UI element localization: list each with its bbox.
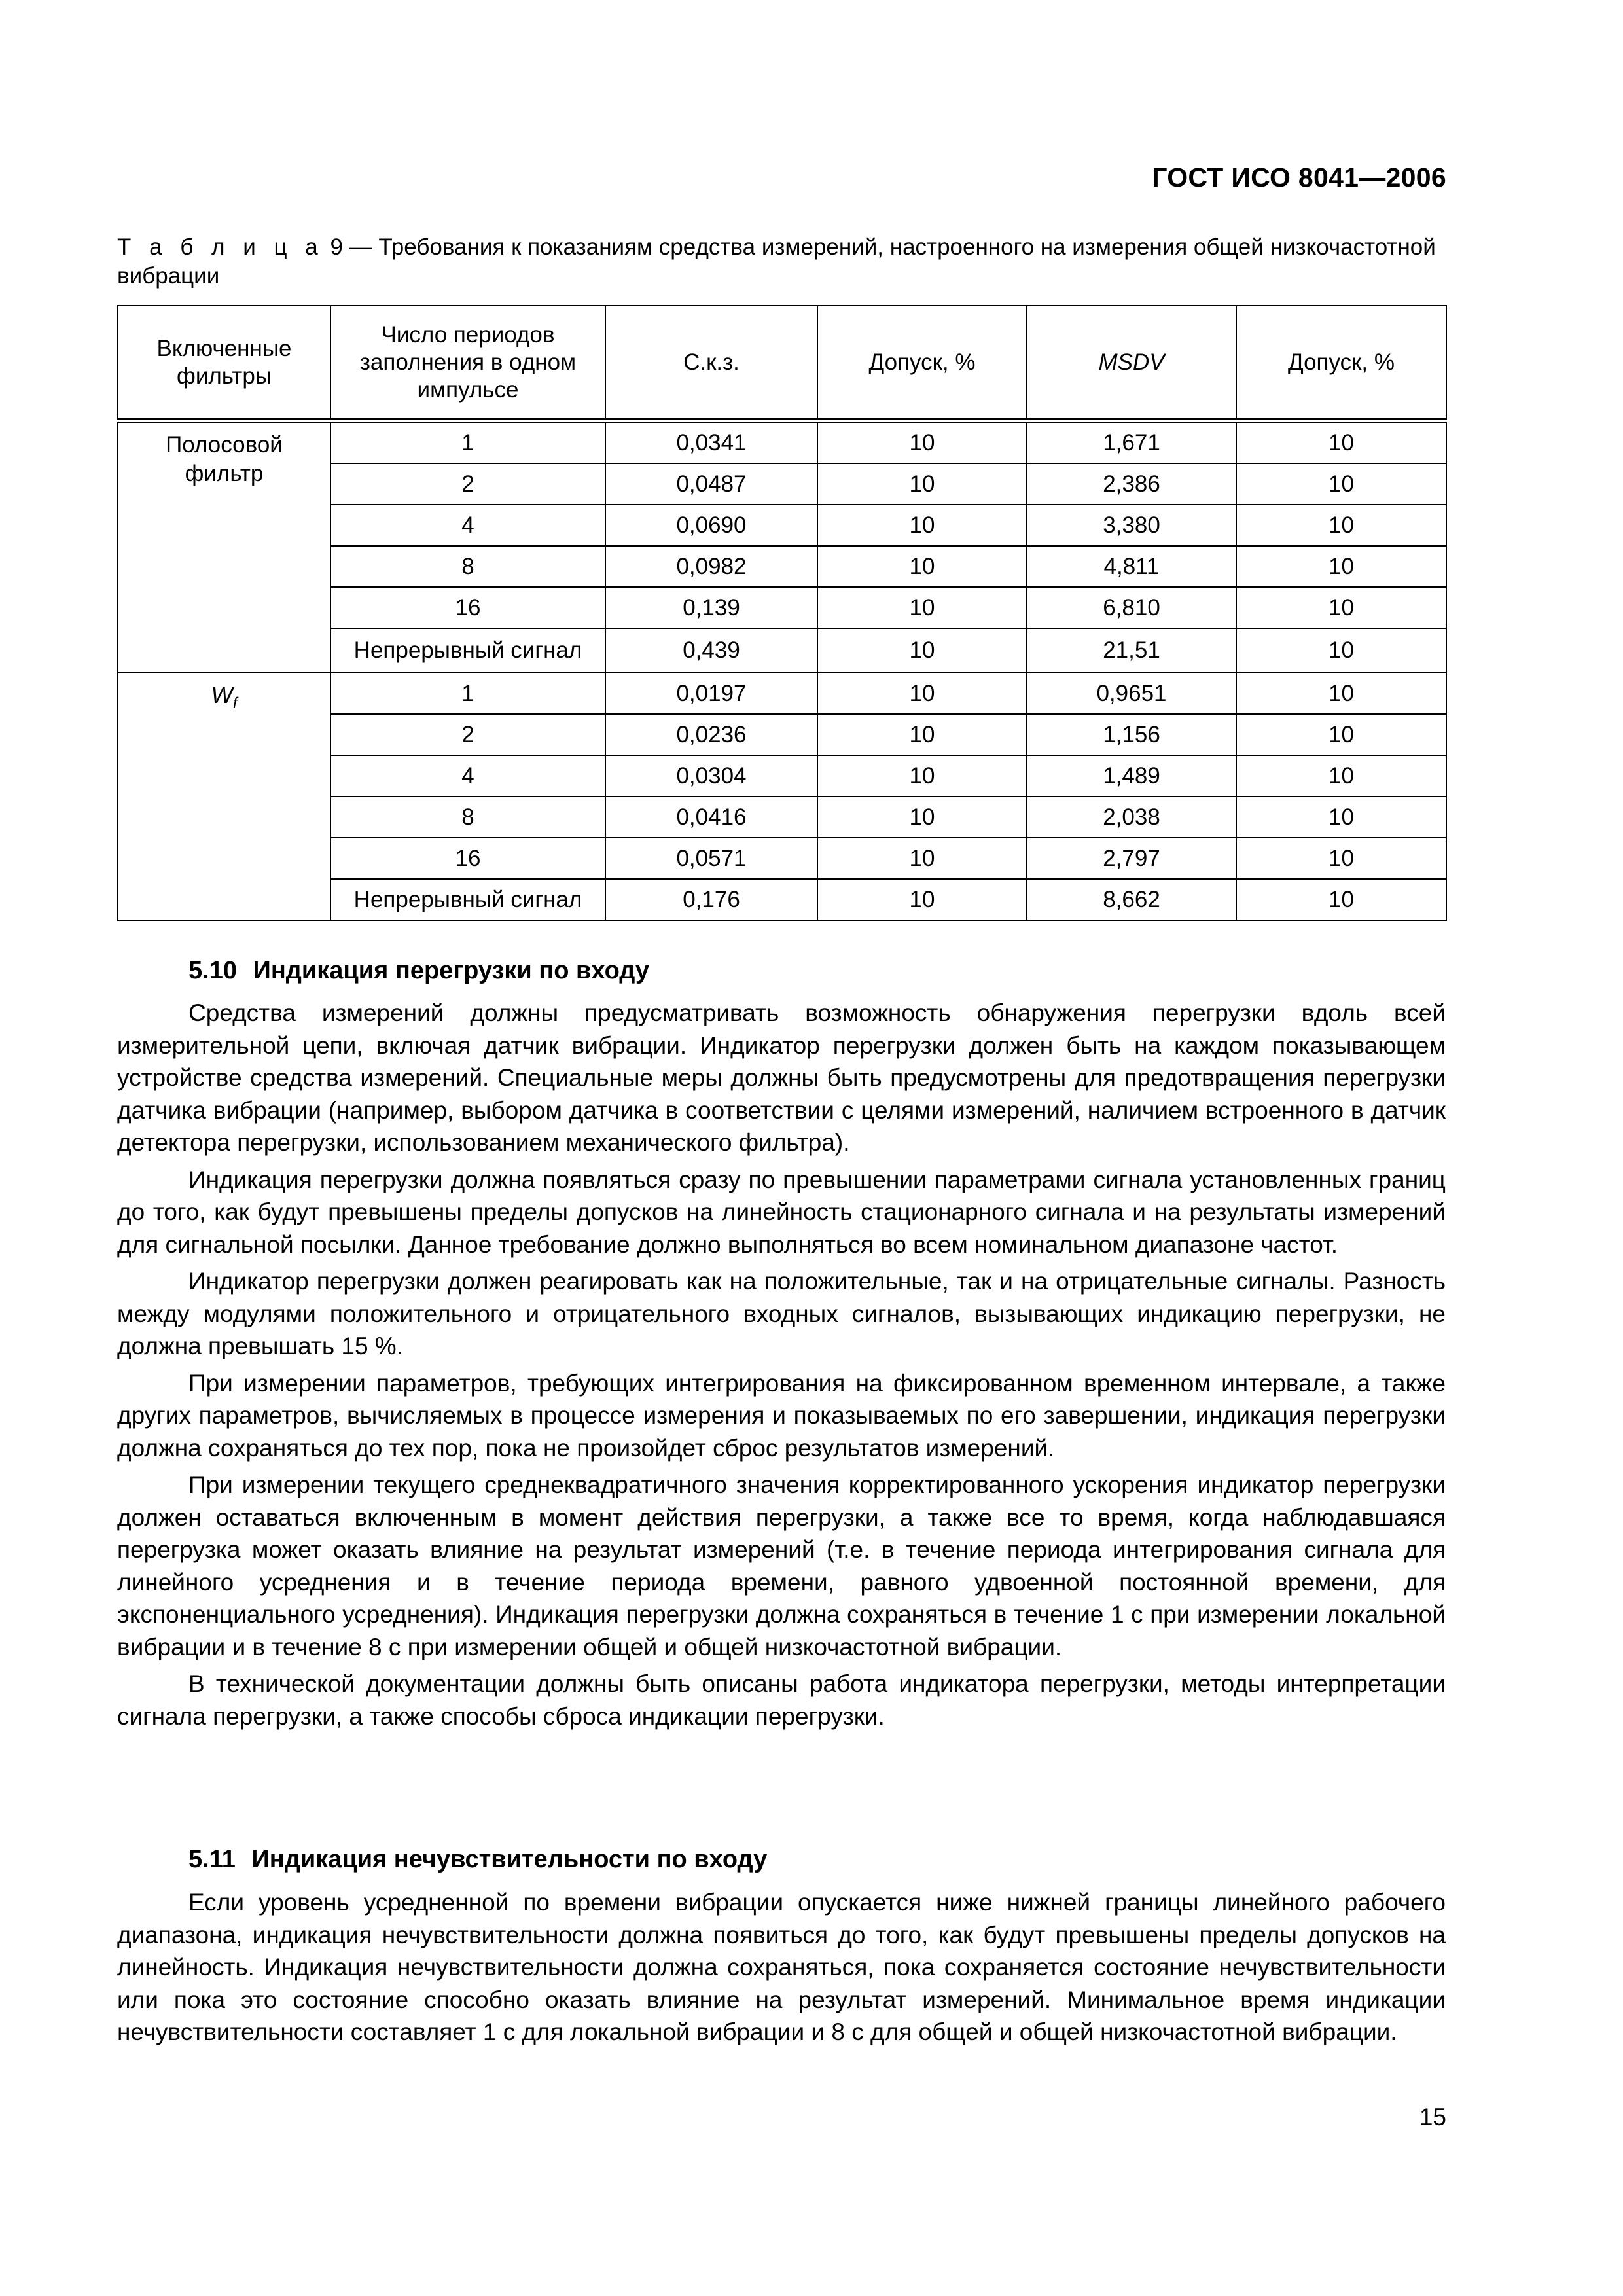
cell-periods: 8	[330, 546, 605, 587]
filter-label-wf	[118, 673, 330, 920]
section-heading-5-11	[188, 1846, 767, 1874]
cell-rms: 0,0197	[605, 673, 817, 714]
cell-rms: 0,0982	[605, 546, 817, 587]
cell-tolerance: 10	[1236, 838, 1446, 879]
paragraph: При измерении параметров, требующих интегрирования на фиксированном временном интервале, а также других параметров, вычисляемых в процессе измерения и показываемых по его завершении, индикация перегрузки должна сохраняться до тех пор, пока не произойдет сброс результатов измерений.	[117, 1369, 1446, 1462]
table-header-row	[118, 306, 1446, 421]
cell-tolerance: 10	[1236, 714, 1446, 755]
cell-tolerance: 10	[1236, 587, 1446, 628]
table-group-bandpass	[118, 421, 1446, 673]
cell-periods: 8	[330, 797, 605, 838]
cell-msdv: 1,671	[1027, 421, 1236, 464]
cell-tolerance: 10	[1236, 463, 1446, 505]
cell-periods: 16	[330, 587, 605, 628]
column-header-periods: Число периодов заполнения в одном импульсе	[330, 306, 605, 421]
cell-tolerance: 10	[1236, 546, 1446, 587]
section-body-5-11	[117, 1886, 1446, 2053]
table-caption-number: 9	[330, 234, 343, 260]
paragraph: При измерении текущего среднеквадратичного значения корректированного ускорения индикатор перегрузки должен оставаться включенным в момент действия перегрузки, а также все то время, когда наблюдавшаяся перегрузка может оказать влияние на результат измерений (т.е. в течение периода интегрирования сигнала для линейного усреднения и в течение периода времени, равного удвоенной постоянной времени, для экспоненциального усреднения). Индикация перегрузки должна сохраняться в течение 1 с при измерении локальной вибрации и в течение 8 с при измерении общей и общей низкочастотной вибрации.	[117, 1471, 1446, 1660]
cell-tolerance: 10	[817, 838, 1027, 879]
cell-rms: 0,0416	[605, 797, 817, 838]
cell-rms: 0,176	[605, 879, 817, 920]
column-header-tolerance-rms: Допуск, %	[817, 306, 1027, 421]
paragraph: Средства измерений должны предусматривать возможность обнаружения перегрузки вдоль всей измерительной цепи, включая датчик вибрации. Индикатор перегрузки должен быть на каждом показывающем устройстве средства измерений. Специальные меры должны быть предусмотрены для предотвращения перегрузки датчика вибрации (например, выбором датчика в соответствии с целями измерений, наличием встроенного в датчик детектора перегрузки, использованием механического фильтра).	[117, 999, 1446, 1156]
cell-rms: 0,139	[605, 587, 817, 628]
cell-msdv: 2,797	[1027, 838, 1236, 879]
section-heading-5-10	[188, 957, 649, 985]
paragraph: Индикация перегрузки должна появляться сразу по превышении параметрами сигнала установленных границ до того, как будут превышены пределы допусков на линейность стационарного сигнала и на результаты измерений для сигнальной посылки. Данное требование должно выполняться во всем номинальном диапазоне частот.	[117, 1166, 1446, 1258]
column-header-msdv: MSDV	[1027, 306, 1236, 421]
document-standard-id: ГОСТ ИСО 8041—2006	[1152, 162, 1446, 192]
cell-tolerance: 10	[1236, 628, 1446, 673]
wf-symbol: $W_f$	[211, 683, 238, 712]
paragraph: Если уровень усредненной по времени вибрации опускается ниже нижней границы линейного рабочего диапазона, индикация нечувствительности должна появиться до того, как будут превышены пределы допусков на линейность. Индикация нечувствительности должна сохраняться, пока сохраняется состояние нечувствительности или пока это состояние способно оказать влияние на результат измерений. Минимальное время индикации нечувствительности составляет 1 с для локальной вибрации и 8 с для общей и общей низкочастотной вибрации.	[117, 1889, 1446, 2045]
cell-rms: 0,0236	[605, 714, 817, 755]
table-caption-text: — Требования к показаниям средства измерений, настроенного на измерения общей низкочастотной вибрации	[117, 234, 1436, 289]
cell-tolerance: 10	[817, 714, 1027, 755]
cell-msdv: 0,9651	[1027, 673, 1236, 714]
cell-periods: Непрерывный сигнал	[330, 628, 605, 673]
column-header-rms: С.к.з.	[605, 306, 817, 421]
cell-rms: 0,0571	[605, 838, 817, 879]
cell-tolerance: 10	[1236, 673, 1446, 714]
section-number: 5.10	[188, 957, 237, 984]
cell-msdv: 6,810	[1027, 587, 1236, 628]
cell-tolerance: 10	[817, 628, 1027, 673]
cell-rms: 0,439	[605, 628, 817, 673]
paragraph: Индикатор перегрузки должен реагировать как на положительные, так и на отрицательные сигналы. Разность между модулями положительного и отрицательного входных сигналов, вызывающих индикацию перегрузки, не должна превышать 15 %.	[117, 1268, 1446, 1359]
cell-rms: 0,0487	[605, 463, 817, 505]
cell-msdv: 8,662	[1027, 879, 1236, 920]
table-group-wf	[118, 673, 1446, 920]
cell-msdv: 1,156	[1027, 714, 1236, 755]
cell-tolerance: 10	[817, 587, 1027, 628]
cell-msdv: 1,489	[1027, 755, 1236, 797]
cell-periods: Непрерывный сигнал	[330, 879, 605, 920]
section-title: Индикация нечувствительности по входу	[251, 1846, 768, 1873]
cell-tolerance: 10	[817, 546, 1027, 587]
requirements-table	[117, 305, 1447, 921]
column-header-tolerance-msdv: Допуск, %	[1236, 306, 1446, 421]
cell-tolerance: 10	[1236, 421, 1446, 464]
cell-periods: 16	[330, 838, 605, 879]
cell-tolerance: 10	[1236, 797, 1446, 838]
cell-rms: 0,0690	[605, 505, 817, 546]
section-title: Индикация перегрузки по входу	[253, 957, 650, 984]
page-number: 15	[1419, 2104, 1446, 2130]
table-caption-prefix: Т а б л и ц а	[117, 234, 324, 260]
cell-rms: 0,0304	[605, 755, 817, 797]
table-caption	[117, 233, 1446, 291]
column-header-filters: Включенные фильтры	[118, 306, 330, 421]
table-row	[118, 421, 1446, 464]
cell-periods: 4	[330, 505, 605, 546]
cell-tolerance: 10	[817, 755, 1027, 797]
cell-msdv: 2,386	[1027, 463, 1236, 505]
cell-tolerance: 10	[817, 673, 1027, 714]
cell-msdv: 4,811	[1027, 546, 1236, 587]
filter-label-bandpass: Полосовой фильтр	[118, 421, 330, 673]
cell-rms: 0,0341	[605, 421, 817, 464]
cell-msdv: 21,51	[1027, 628, 1236, 673]
cell-tolerance: 10	[1236, 755, 1446, 797]
cell-periods: 1	[330, 421, 605, 464]
section-body-5-10	[117, 997, 1446, 1737]
table-row	[118, 673, 1446, 714]
cell-tolerance: 10	[1236, 879, 1446, 920]
cell-tolerance: 10	[817, 879, 1027, 920]
cell-periods: 4	[330, 755, 605, 797]
cell-tolerance: 10	[817, 797, 1027, 838]
cell-periods: 2	[330, 463, 605, 505]
cell-tolerance: 10	[817, 505, 1027, 546]
cell-tolerance: 10	[1236, 505, 1446, 546]
cell-periods: 2	[330, 714, 605, 755]
cell-msdv: 3,380	[1027, 505, 1236, 546]
cell-periods: 1	[330, 673, 605, 714]
cell-tolerance: 10	[817, 421, 1027, 464]
cell-msdv: 2,038	[1027, 797, 1236, 838]
section-number: 5.11	[188, 1846, 236, 1873]
cell-tolerance: 10	[817, 463, 1027, 505]
paragraph: В технической документации должны быть описаны работа индикатора перегрузки, методы интерпретации сигнала перегрузки, а также способы сброса индикации перегрузки.	[117, 1670, 1446, 1730]
